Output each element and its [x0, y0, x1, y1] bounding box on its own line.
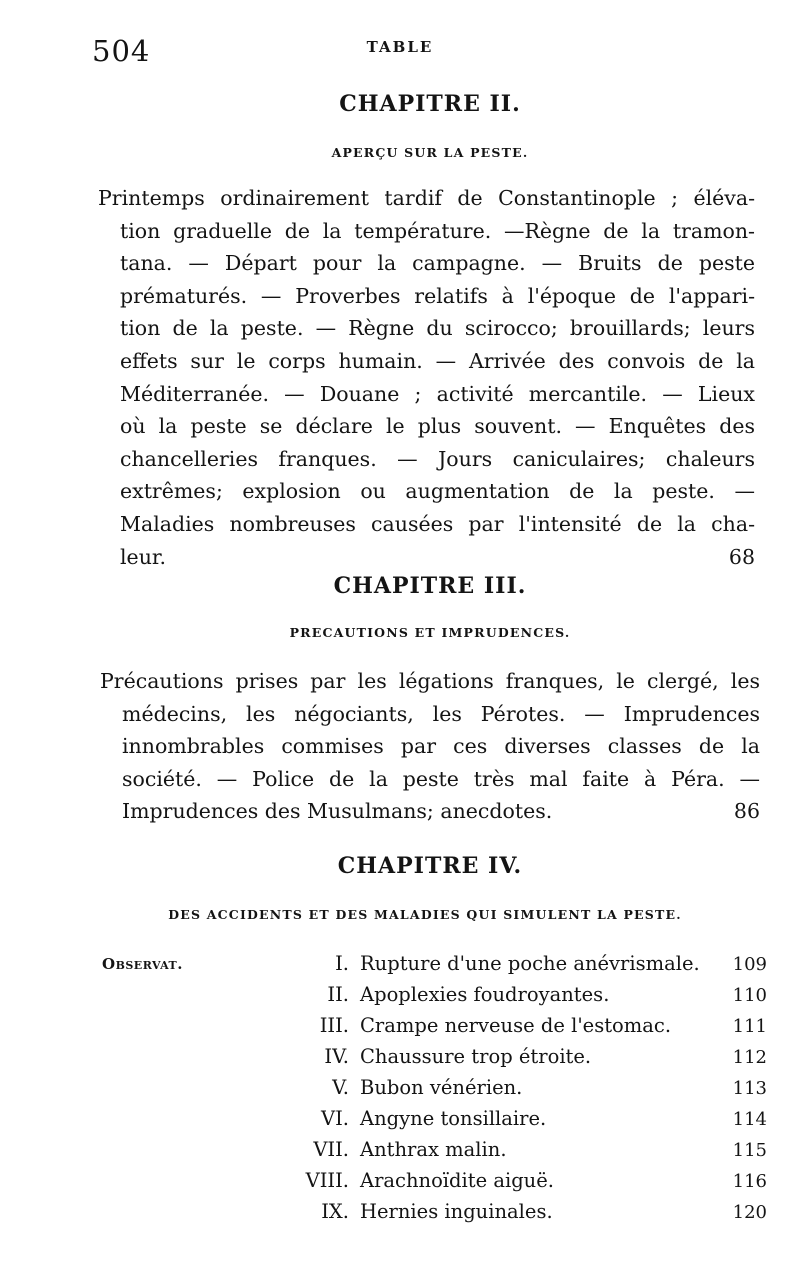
page-reference: 109: [732, 954, 767, 975]
observation-number: IX.: [321, 1200, 349, 1223]
page-reference: 112: [732, 1047, 767, 1068]
observation-row: [102, 1138, 767, 1169]
chapter-subtitle: PRECAUTIONS ET IMPRUDENCES.: [289, 625, 571, 640]
page-reference: 116: [732, 1171, 767, 1192]
summary-line: Imprudences des Musulmans; anecdotes.: [122, 799, 553, 824]
page-reference: 113: [732, 1078, 767, 1099]
observation-title: Crampe nerveuse de l'estomac.: [360, 1014, 672, 1037]
page-reference: 114: [732, 1109, 767, 1130]
summary-line: médecins, les négociants, les Pérotes. — Imprudences: [122, 701, 760, 726]
summary-line: chancelleries franques. — Jours caniculaires; chaleurs: [120, 446, 755, 471]
summary-line: innombrables commises par ces diverses classes de la: [122, 734, 760, 759]
summary-last-line: [122, 795, 760, 828]
observation-row: [102, 1107, 767, 1138]
summary-line: tion graduelle de la température. —Règne de la tramon-: [120, 218, 755, 243]
observation-number: II.: [327, 983, 349, 1006]
summary-line: Précautions prises par les légations franques, le clergé, les: [100, 669, 760, 693]
page-reference: 120: [732, 1202, 767, 1223]
observation-list: [102, 952, 767, 1231]
page-reference: 86: [733, 799, 760, 824]
observation-row: [102, 1169, 767, 1200]
summary-line: tana. — Départ pour la campagne. — Bruits de peste: [120, 251, 755, 276]
summary-last-line: [120, 541, 755, 574]
page-number: 504: [92, 34, 151, 68]
observation-number: VIII.: [305, 1169, 349, 1192]
observation-number: IV.: [324, 1045, 349, 1068]
observation-row: [102, 952, 767, 983]
summary-line: prématurés. — Proverbes relatifs à l'époque de l'appari-: [120, 283, 755, 308]
summary-line: effets sur le corps humain. — Arrivée des convois de la: [120, 348, 755, 373]
page-reference: 111: [732, 1016, 767, 1037]
observation-row: [102, 1200, 767, 1231]
observation-title: Bubon vénérien.: [360, 1076, 523, 1099]
observation-row: [102, 1076, 767, 1107]
observation-number: VI.: [321, 1107, 349, 1130]
observation-row: [102, 1014, 767, 1045]
page-reference: 68: [728, 544, 755, 569]
summary-line: Printemps ordinairement tardif de Constantinople ; éléva-: [98, 186, 755, 210]
page-reference: 115: [732, 1140, 767, 1161]
observation-number: III.: [319, 1014, 349, 1037]
observation-title: Anthrax malin.: [360, 1138, 507, 1161]
chapter-subtitle: APERÇU SUR LA PESTE.: [331, 145, 529, 160]
observation-title: Chaussure trop étroite.: [360, 1045, 592, 1068]
summary-line: tion de la peste. — Règne du scirocco; brouillards; leurs: [120, 316, 755, 341]
chapter-subtitle: DES ACCIDENTS ET DES MALADIES QUI SIMULENT LA PESTE.: [168, 907, 682, 922]
observation-title: Apoplexies foudroyantes.: [360, 983, 610, 1006]
observation-row: [102, 1045, 767, 1076]
observation-number: I.: [335, 952, 349, 975]
observation-row: [102, 983, 767, 1014]
observation-title: Angyne tonsillaire.: [360, 1107, 547, 1130]
observation-number: V.: [332, 1076, 349, 1099]
observation-title: Rupture d'une poche anévrismale.: [360, 952, 700, 975]
observation-number: VII.: [313, 1138, 349, 1161]
observation-lead: Observat.: [102, 955, 183, 973]
running-title: TABLE: [366, 38, 434, 56]
chapter-summary: [100, 665, 760, 828]
summary-line: leur.: [120, 544, 166, 569]
summary-line: société. — Police de la peste très mal faite à Péra. —: [122, 766, 760, 791]
observation-title: Arachnoïdite aiguë.: [360, 1169, 554, 1192]
chapter-summary: [98, 182, 755, 573]
chapter-title: CHAPITRE II.: [339, 91, 521, 117]
summary-line: Maladies nombreuses causées par l'intensité de la cha-: [120, 511, 755, 536]
page-reference: 110: [732, 985, 767, 1006]
summary-line: où la peste se déclare le plus souvent. — Enquêtes des: [120, 414, 755, 439]
chapter-title: CHAPITRE III.: [333, 573, 527, 599]
summary-line: extrêmes; explosion ou augmentation de la peste. —: [120, 479, 755, 504]
summary-line: Méditerranée. — Douane ; activité mercantile. — Lieux: [120, 381, 755, 406]
observation-title: Hernies inguinales.: [360, 1200, 553, 1223]
running-head: [0, 34, 800, 74]
chapter-title: CHAPITRE IV.: [337, 853, 523, 879]
